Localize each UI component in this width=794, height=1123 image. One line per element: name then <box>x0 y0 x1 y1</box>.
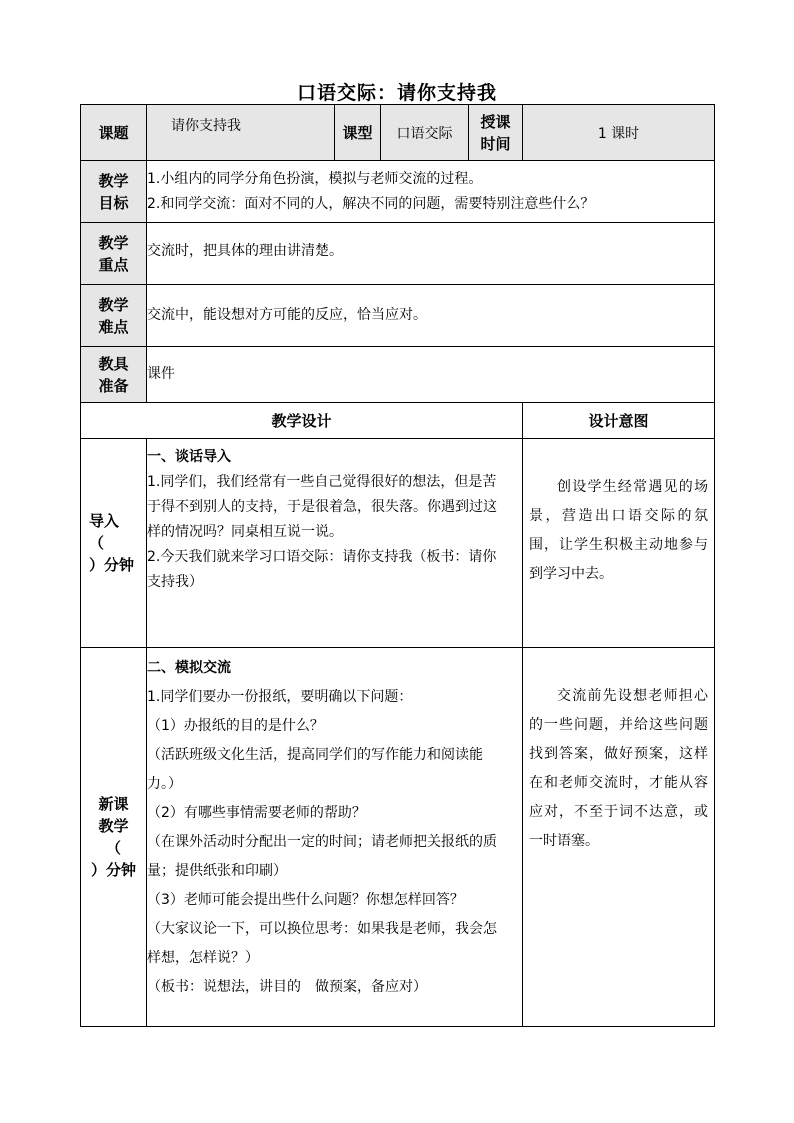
lesson-plan-table <box>80 104 715 1027</box>
intro-content <box>147 439 523 648</box>
intro-intent: 创设学生经常遇见的场景，营造出口语交际的氛围，让学生积极主动地参与到学习中去。 <box>529 479 709 582</box>
focus-row <box>81 223 715 285</box>
difficulty-label-line2: 难点 <box>98 317 129 336</box>
page-title: 口语交际：请你支持我 <box>296 82 497 104</box>
course-value: 请你支持我 <box>147 105 335 161</box>
intent-header: 设计意图 <box>523 403 715 439</box>
intro-side-line2: （ <box>89 534 105 552</box>
intro-heading: 一、谈话导入 <box>147 449 231 465</box>
newlesson-side-line3: （ <box>105 839 121 857</box>
newlesson-heading: 二、模拟交流 <box>147 660 231 676</box>
intro-line: 2.今天我们就来学习口语交际：请你支持我（板书：请你 <box>147 549 497 565</box>
newlesson-line: 量；提供纸张和印刷） <box>147 863 287 879</box>
type-label: 课型 <box>335 105 381 161</box>
tools-label-line1: 教具 <box>98 354 129 373</box>
tools-label <box>81 347 147 403</box>
time-label-line2: 时间 <box>480 134 511 153</box>
section-header-row <box>81 403 715 439</box>
newlesson-line: （大家议论一下，可以换位思考：如果我是老师，我会怎 <box>147 921 497 937</box>
difficulty-label <box>81 285 147 347</box>
time-label-line1: 授课 <box>480 112 511 131</box>
goal-item-1: 1.小组内的同学分角色扮演，模拟与老师交流的过程。 <box>147 170 483 187</box>
course-label: 课题 <box>81 105 147 161</box>
design-header: 教学设计 <box>81 403 523 439</box>
difficulty-text: 交流中，能设想对方可能的反应，恰当应对。 <box>147 285 715 347</box>
newlesson-line: 1.同学们要办一份报纸，要明确以下问题： <box>147 689 413 705</box>
newlesson-line: （3）老师可能会提出些什么问题？你想怎样回答？ <box>147 892 464 908</box>
newlesson-line: 样想，怎样说？） <box>147 950 259 966</box>
newlesson-line: （板书：说想法，讲目的 做预案，备应对） <box>147 979 427 995</box>
newlesson-line: 力。） <box>147 776 182 792</box>
goals-label <box>81 161 147 223</box>
focus-text: 交流时，把具体的理由讲清楚。 <box>147 223 715 285</box>
intro-line: 于得不到别人的支持，于是很着急，很失落。你遇到过这 <box>147 499 497 515</box>
intro-line: 支持我） <box>147 574 203 590</box>
goals-label-line2: 目标 <box>98 193 129 212</box>
difficulty-row <box>81 285 715 347</box>
newlesson-side-line4: ）分钟 <box>90 861 136 879</box>
newlesson-line: （活跃班级文化生活，提高同学们的写作能力和阅读能 <box>147 747 483 763</box>
newlesson-content <box>147 648 523 1027</box>
intro-line: 样的情况吗？同桌相互说一说。 <box>147 524 343 540</box>
intro-line: 1.同学们，我们经常有一些自己觉得很好的想法，但是苦 <box>147 474 497 490</box>
focus-label <box>81 223 147 285</box>
intro-side-label <box>81 439 147 648</box>
type-value: 口语交际 <box>381 105 469 161</box>
newlesson-side-label <box>81 648 147 1027</box>
newlesson-side-line2: 教学 <box>98 817 129 835</box>
tools-text: 课件 <box>147 347 715 403</box>
time-label <box>469 105 523 161</box>
focus-label-line2: 重点 <box>98 255 129 274</box>
goals-label-line1: 教学 <box>98 171 129 190</box>
newlesson-intent: 交流前先设想老师担心的一些问题，并给这些问题找到答案，做好预案，这样在和老师交流时，才能从容应对，不至于词不达意，或一时语塞。 <box>529 688 709 849</box>
newlesson-side-line1: 新课 <box>98 795 129 813</box>
intro-side-line1: 导入 <box>89 512 120 530</box>
intro-row <box>81 439 715 648</box>
goals-row <box>81 161 715 223</box>
goal-item-2: 2.和同学交流：面对不同的人，解决不同的问题，需要特别注意些什么？ <box>147 195 595 212</box>
time-value: 1 课时 <box>523 105 715 161</box>
newlesson-line: （1）办报纸的目的是什么？ <box>147 718 324 734</box>
difficulty-label-line1: 教学 <box>98 295 129 314</box>
goals-content <box>147 161 715 223</box>
newlesson-row <box>81 648 715 1027</box>
course-info-row <box>81 105 715 161</box>
intro-side-line3: ）分钟 <box>89 556 135 574</box>
focus-label-line1: 教学 <box>98 233 129 252</box>
newlesson-line: （在课外活动时分配出一定的时间；请老师把关报纸的质 <box>147 834 497 850</box>
intro-intent-cell <box>523 439 715 648</box>
tools-row <box>81 347 715 403</box>
newlesson-line: （2）有哪些事情需要老师的帮助？ <box>147 805 366 821</box>
tools-label-line2: 准备 <box>98 376 129 395</box>
newlesson-intent-cell <box>523 648 715 1027</box>
